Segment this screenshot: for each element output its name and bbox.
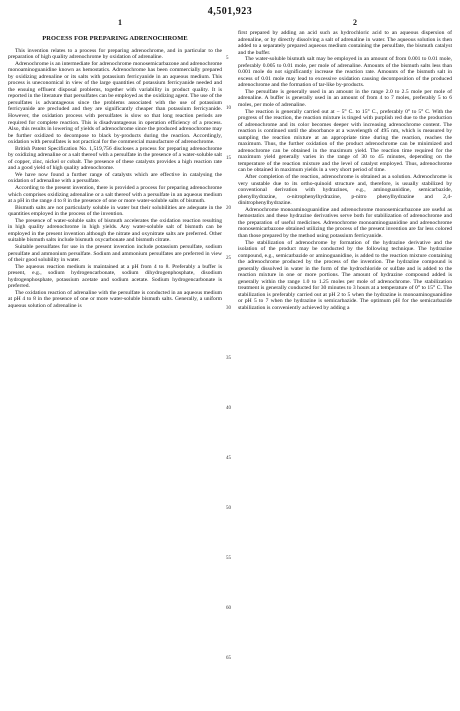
paragraph: The oxidation reaction of adrenaline with the persulfate is conducted in an aqueous medium at pH 4 to 8 in the presence of one or more water-soluble bismuth salts. Generally, a uniform aqueous solution of adrenaline is	[8, 289, 222, 309]
text-columns	[8, 30, 452, 661]
paragraph: British Patent Specification No. 1,519,756 discloses a process for preparing adrenochrome by oxidizing adrenaline or a salt thereof with a persulfate in the presence of a water-soluble salt of copper, zinc, nickel or cobalt. The presence of these catalysts provides a high reaction rate and a good yield of high quality adrenochrome.	[8, 145, 222, 172]
line-number: 15	[226, 156, 231, 161]
line-number: 5	[226, 56, 229, 61]
line-number: 35	[226, 356, 231, 361]
paragraph: The aqueous reaction medium is maintained at a pH from 4 to 8. Preferably a buffer is present, e.g., sodium hydrogencarbonate, sodium dihydrogenphosphate, disodium hydrogenphosphate, potassium acetate and sodium acetate. Sodium hydrogencarbonate is preferred.	[8, 263, 222, 290]
paragraph: This invention relates to a process for preparing adrenochrome, and in particular to the preparation of high quality adrenochrome by oxidation of adrenaline.	[8, 47, 222, 61]
line-number: 20	[226, 206, 231, 211]
paragraph: Adrenochrome monoaminoguanidine and adrenochrome monosemicarbazone are useful as hemostatics and these hydrazine derivatives serve both for stabilization of adrenochrome and the preparation of useful medicines. Adrenochrome monoaminoguanidine and adrenochrome monosemicarbazone obtained utilizing the process of the present invention are far less colored than those prepared by the method using potassium ferricyanide.	[238, 206, 452, 239]
paragraph: According to the present invention, there is provided a process for preparing adrenochrome which comprises oxidizing adrenaline or a salt thereof with a persulfate in an aqueous medium at a pH in the range 4 to 8 in the presence of one or more water-soluble salts of bismuth.	[8, 185, 222, 205]
column-number-right: 2	[353, 18, 357, 27]
line-number: 45	[226, 456, 231, 461]
line-number: 50	[226, 506, 231, 511]
left-column	[8, 30, 222, 312]
paragraph: first prepared by adding an acid such as hydrochloric acid to an aqueous dispersion of adrenaline, or by directly dissolving a salt of adrenaline in water. The aqueous solution is then added to a separately prepared aqueous medium containing the persulfate, the bismuth catalyst and the buffer.	[238, 30, 452, 56]
column-number-left: 1	[118, 18, 122, 27]
line-number: 10	[226, 106, 231, 111]
paragraph: The water-soluble bismuth salt may be employed in an amount of from 0.001 to 0.01 mole, preferably 0.005 to 0.01 mole, per mole of adrenaline. Amounts of the bismuth salts less than 0.001 mole do not significantly increase the reaction rate. Amounts of the bismuth salt in excess of 0.01 mole may lead to excessive oxidation causing decomposition of the produced adrenochrome and the formation of tar-like by-products.	[238, 56, 452, 89]
paragraph: The stabilization of adrenochrome by formation of the hydrazine derivative and the isolation of the product may be conducted by the following technique. The hydrazine compound, e.g., semicarbazide or aminoguanidine, is added to the reaction mixture containing the adrenochrome produced by the process of the invention. The hydrazine compound is generally dissolved in water in the form of the hydrochloride or sulfate and is added to the reaction mixture in one or more portions. The amount of hydrazine compound added is generally within the range 1.0 to 1.25 moles per mole of adrenochrome. The stabilization treatment is generally conducted for 30 minutes to 3 hours at a temperature of 0° to 15° C. The stabilization is preferably carried out at pH 2 to 5 when the hydrazine is monoaminoguanidine or pH 5 to 7 when the hydrazine is semicarbazide. The optimum pH for the semicarbazide stabilization is conveniently achieved by adding a	[238, 239, 452, 311]
paragraph: Suitable persulfates for use in the present invention include potassium persulfate, sodium persulfate and ammonium persulfate. Sodium and ammonium persulfates are preferred in view of their good solubility in water.	[8, 243, 222, 264]
paragraph: We have now found a further range of catalysts which are effective in catalysing the oxidation of adrenaline with a persulfate.	[8, 171, 222, 185]
line-number: 25	[226, 256, 231, 261]
patent-number: 4,501,923	[207, 6, 253, 17]
paragraph: The presence of water-soluble salts of bismuth accelerates the oxidation reaction resulting in high quality adrenochrome in high yields. Any water-soluble salt of bismuth can be employed in the present invention although the nitrate and oxynitrate salts are preferred. Other suitable bismuth salts include bismuth oxycarbonate and bismuth citrate.	[8, 217, 222, 244]
paragraph: Bismuth salts are not particularly soluble in water but their solubilities are adequate in the quantities employed in the process of the invention.	[8, 204, 222, 218]
paragraph: The reaction is generally carried out at − 5° C. to 15° C., preferably 0° to 5° C. With the progress of the reaction, the reaction mixture is tinged with purplish red due to the production of adrenochrome and its color becomes deeper with increasing adrenochrome content. The reaction is continued until the absorbance at a wavelength of 495 nm, which is measured by sampling the reaction mixture at an appropriate time during the reaction, reaches the maximum. Thus, the further oxidation of the product adrenochrome can be minimized and adrenochrome can be obtained in the maximum yield. The reaction time required for the maximum yield generally varies in the range of 30 to 45 minutes, depending on the temperature of the reaction mixture and the level of catalyst employed. Thus, adrenochrome can be obtained in maximum yields in a very short period of time.	[238, 108, 452, 174]
line-number: 60	[226, 606, 231, 611]
paragraph: Adrenochrome is an intermediate for adrenochrome monosemicarbazone and adrenochrome monoaminoguanidine known as hemostatics. Adrenochrome has been commercially prepared by oxidizing adrenaline or its salts with potassium ferricyanide in an aqueous medium. This process is uneconomical in view of the large quantities of potassium ferricyanide needed and the ensuing effluent disposal problems, together with variability in product quality. It is reported in the literature that persulfates can be employed as the oxidizing agent. The use of the persulfates is advantageous since the problems associated with the use of potassium ferricyanide are precluded and they are significantly cheaper than potassium ferricyanide. However, the oxidation process with persulfates is slow so that long reaction periods are required for complete reaction. This is disadvantageous in operation efficiency of a process. Also, this results in lowering of yields of adrenochrome since the produced adrenochrome may be further oxidized to decompose to black by-products during the reaction. Accordingly, oxidation with persulfates is not practical for the commercial manufacture of adrenochrome.	[8, 60, 222, 146]
line-number-gutter	[224, 30, 236, 661]
line-number: 65	[226, 656, 231, 661]
right-column	[238, 30, 452, 312]
line-number: 40	[226, 406, 231, 411]
column-numbers	[8, 18, 452, 28]
paragraph: The persulfate is generally used in an amount in the range 2.0 to 2.5 mole per mole of adrenaline. A buffer is generally used in an amount of from 4 to 7 moles, preferably 5 to 6 moles, per mole of adrenaline.	[238, 88, 452, 109]
paragraph: After completion of the reaction, adrenochrome is obtained as a solution. Adrenochrome is very unstable due to its ortho-quinoid structure and, therefore, is usually stabilized by conventional derivation with hydrazines, e.g., aminoguanidine, semicarbazide, phenylhydrazine, o-nitrophenylhydrazine, p-nitro phenylhydrazine and 2,4-dinitrophenylhydrazine.	[238, 174, 452, 207]
line-number: 55	[226, 556, 231, 561]
line-number: 30	[226, 306, 231, 311]
document-title: PROCESS FOR PREPARING ADRENOCHROME	[42, 35, 188, 42]
